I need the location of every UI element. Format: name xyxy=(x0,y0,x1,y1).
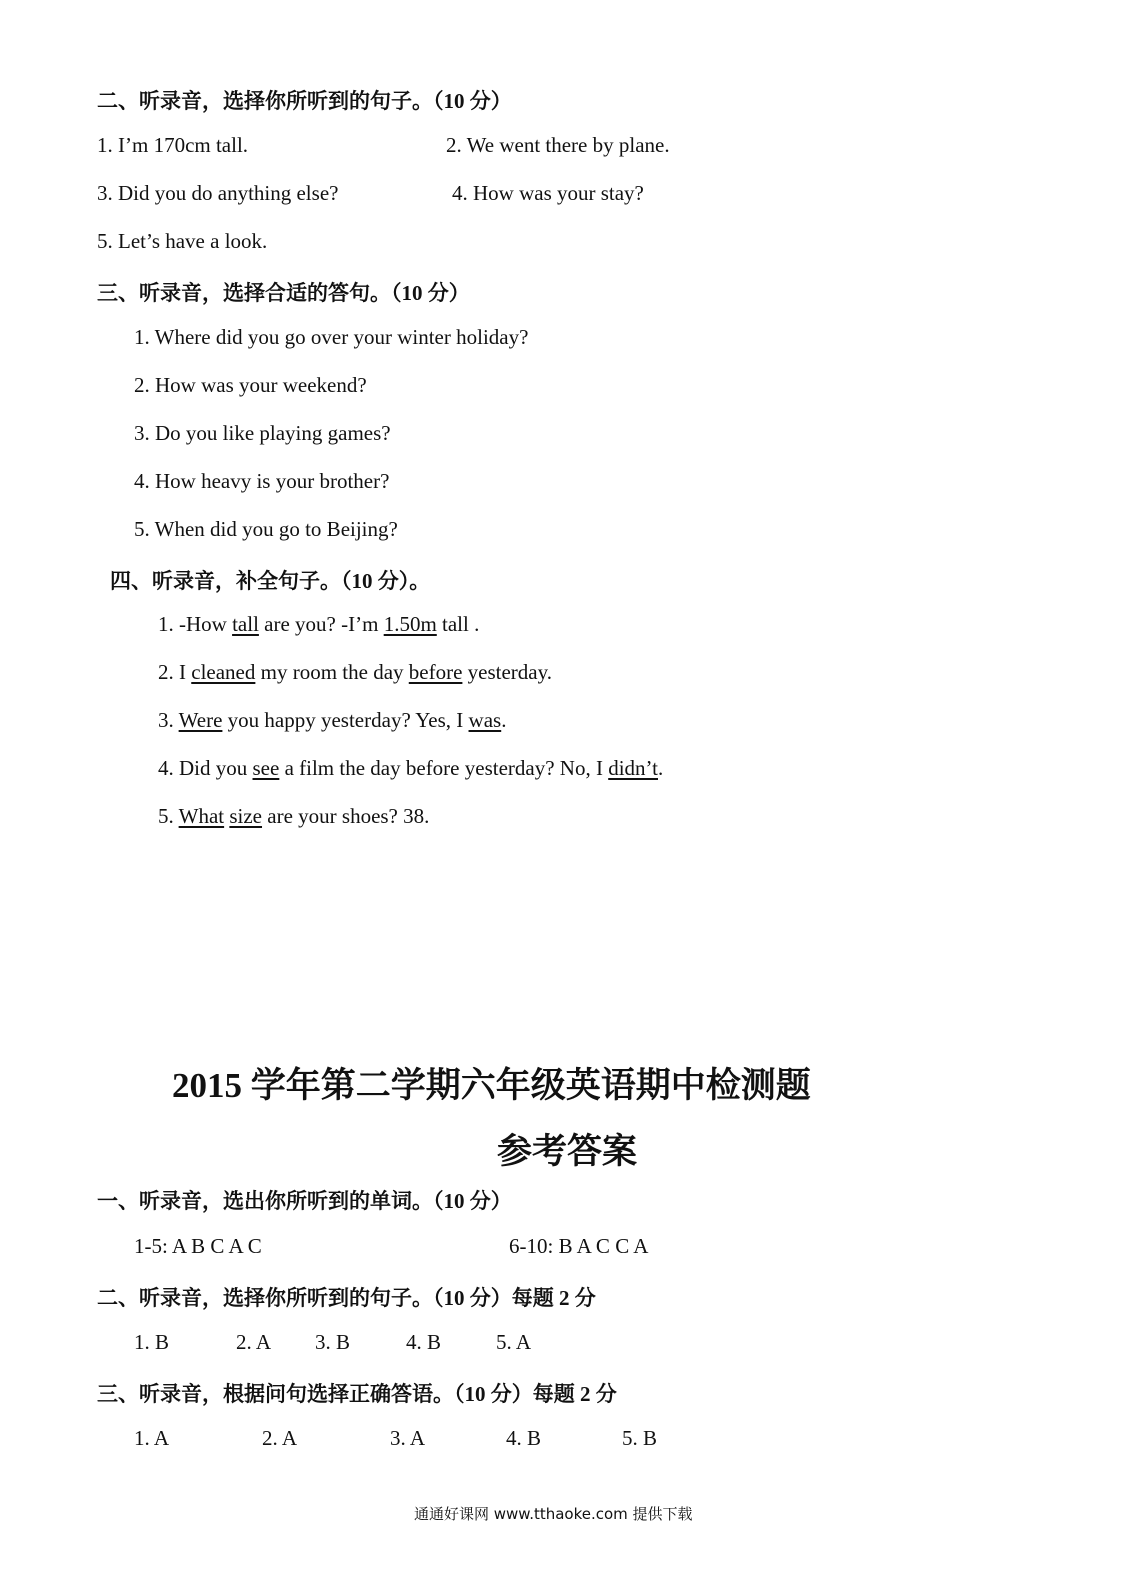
fill-in-answer: What xyxy=(178,804,225,828)
fill-in-answer: before xyxy=(408,660,463,684)
answer-2-1: 1. B xyxy=(134,1330,170,1354)
fill-in-answer: 1.50m xyxy=(383,612,437,636)
page-footer: 通通好课网 www.tthaoke.com 提供下载 xyxy=(414,1505,693,1523)
sec4-item-2 xyxy=(158,660,552,685)
fill-in-answer: size xyxy=(229,804,263,828)
sec2-item-3: 3. Did you do anything else? xyxy=(97,181,339,205)
answer-3-1: 1. A xyxy=(134,1426,170,1450)
answer-6-10: 6-10: B A C C A xyxy=(509,1234,649,1258)
sec3-item-5: 5. When did you go to Beijing? xyxy=(134,517,398,541)
sec4-item-4 xyxy=(158,756,663,781)
fill-in-answer: Were xyxy=(178,708,223,732)
text: you happy yesterday? Yes, I xyxy=(222,708,469,732)
answer-2-4: 4. B xyxy=(406,1330,442,1354)
sec2-item-5: 5. Let’s have a look. xyxy=(97,229,268,253)
sec2-item-1: 1. I’m 170cm tall. xyxy=(97,133,249,157)
answer-2-2: 2. A xyxy=(236,1330,272,1354)
sec2-item-4: 4. How was your stay? xyxy=(452,181,644,205)
sec3-item-1: 1. Where did you go over your winter holiday? xyxy=(134,325,529,349)
section-4-heading: 四、听录音，补全句子。（10 分）。 xyxy=(110,569,431,593)
answer-section-3-heading: 三、听录音，根据问句选择正确答语。（10 分）每题 2 分 xyxy=(97,1382,617,1406)
text: yesterday. xyxy=(462,660,553,684)
text: 2. I xyxy=(158,660,192,684)
sec4-item-1 xyxy=(158,612,479,637)
text: . xyxy=(501,708,507,732)
fill-in-answer: tall xyxy=(232,612,259,636)
sec3-item-3: 3. Do you like playing games? xyxy=(134,421,391,445)
fill-in-answer: cleaned xyxy=(191,660,256,684)
answer-3-2: 2. A xyxy=(262,1426,298,1450)
text: tall . xyxy=(436,612,480,636)
fill-in-answer: was xyxy=(468,708,502,732)
sec2-item-2: 2. We went there by plane. xyxy=(446,133,670,157)
answer-3-5: 5. B xyxy=(622,1426,658,1450)
text: . xyxy=(658,756,664,780)
text: a film the day before yesterday? No, I xyxy=(279,756,609,780)
answer-key-subtitle: 参考答案 xyxy=(497,1132,638,1171)
text: are your shoes? 38. xyxy=(262,804,430,828)
text: 5. xyxy=(158,804,179,828)
section-3-heading: 三、听录音，选择合适的答句。（10 分） xyxy=(97,281,470,305)
fill-in-answer: didn’t xyxy=(608,756,658,780)
text: 1. -How xyxy=(158,612,233,636)
text: 4. Did you xyxy=(158,756,253,780)
fill-in-answer: see xyxy=(252,756,280,780)
answer-3-3: 3. A xyxy=(390,1426,426,1450)
answer-section-1-heading: 一、听录音，选出你所听到的单词。（10 分） xyxy=(97,1189,512,1213)
answer-2-5: 5. A xyxy=(496,1330,532,1354)
answer-1-5: 1-5: A B C A C xyxy=(134,1234,262,1258)
sec4-item-3 xyxy=(158,708,506,733)
section-2-heading: 二、听录音，选择你所听到的句子。（10 分） xyxy=(97,89,512,113)
text: my room the day xyxy=(255,660,409,684)
answer-section-2-heading: 二、听录音，选择你所听到的句子。（10 分）每题 2 分 xyxy=(97,1286,596,1310)
text: 3. xyxy=(158,708,179,732)
sec3-item-4: 4. How heavy is your brother? xyxy=(134,469,390,493)
text: are you? -I’m xyxy=(258,612,384,636)
answer-3-4: 4. B xyxy=(506,1426,542,1450)
sec3-item-2: 2. How was your weekend? xyxy=(134,373,367,397)
answer-key-title: 2015 学年第二学期六年级英语期中检测题 xyxy=(172,1066,811,1105)
sec4-item-5 xyxy=(158,804,429,829)
answer-2-3: 3. B xyxy=(315,1330,351,1354)
